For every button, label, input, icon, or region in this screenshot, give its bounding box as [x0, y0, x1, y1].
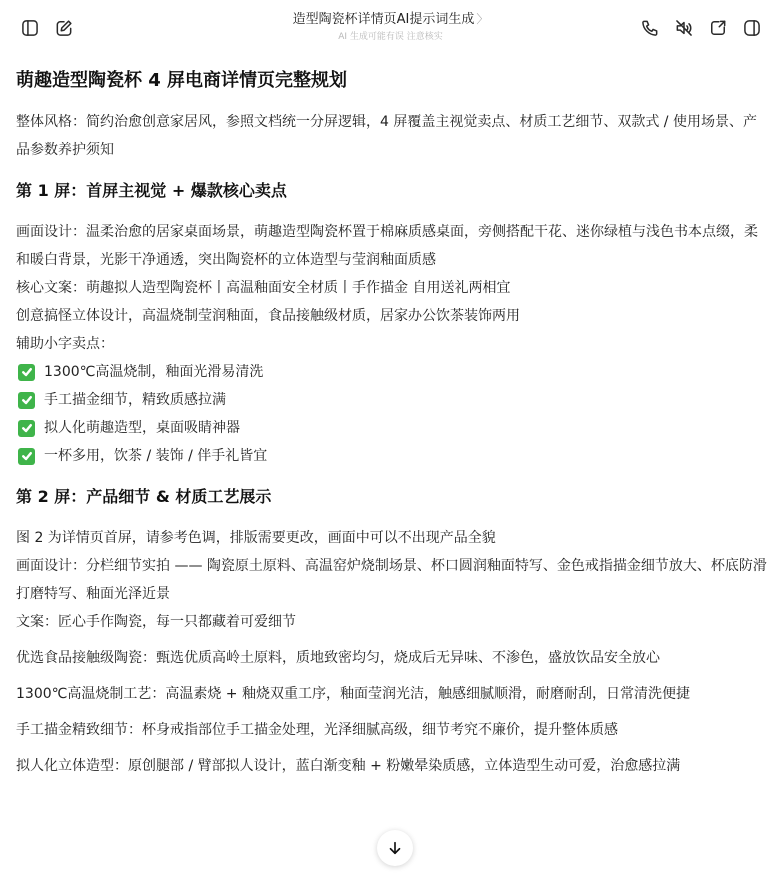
list-item-text: 拟人化萌趣造型，桌面吸睛神器	[44, 420, 240, 436]
top-bar	[0, 0, 781, 56]
arrow-down-icon	[386, 839, 404, 857]
chat-response	[16, 64, 768, 780]
section-2-paragraph-4: 拟人化立体造型：原创腿部 / 臂部拟人设计，蓝白渐变釉 + 粉嫩晕染质感，立体造型生动可爱，治愈感拉满	[16, 758, 681, 774]
section-1-copy: 核心文案：萌趣拟人造型陶瓷杯丨高温釉面安全材质丨手作描金 自用送礼两相宜	[16, 280, 511, 296]
section-1-sub-label: 辅助小字卖点：	[16, 336, 114, 352]
checkmark-icon	[18, 364, 35, 381]
overview-paragraph: 整体风格：简约治愈创意家居风，参照文档统一分屏逻辑，4 屏覆盖主视觉卖点、材质工艺细节、双款式 / 使用场景、产品参数养护须知	[16, 114, 757, 158]
list-item-text: 一杯多用，饮茶 / 装饰 / 伴手礼皆宜	[44, 448, 268, 464]
section-2-paragraph-1: 优选食品接触级陶瓷：甄选优质高岭土原料，质地致密均匀，烧成后无异味、不渗色，盛放饮品安全放心	[16, 650, 660, 666]
list-item	[16, 358, 768, 386]
conversation-title-area[interactable]	[200, 10, 581, 44]
section-2-copy: 文案：匠心手作陶瓷，每一只都藏着可爱细节	[16, 614, 296, 630]
list-item-text: 手工描金细节，精致质感拉满	[44, 392, 226, 408]
section-2-paragraph-3: 手工描金精致细节：杯身戒指部位手工描金处理，光泽细腻高级，细节考究不廉价，提升整体质感	[16, 722, 618, 738]
checkmark-icon	[18, 448, 35, 465]
conversation-title[interactable]: 造型陶瓷杯详情页AI提示词生成 〉	[292, 12, 489, 27]
list-item	[16, 386, 768, 414]
scroll-to-bottom-button[interactable]	[377, 830, 413, 866]
list-item	[16, 442, 768, 470]
list-item	[16, 414, 768, 442]
new-chat-icon[interactable]	[52, 16, 76, 40]
section-2-paragraph-2: 1300℃高温烧制工艺：高温素烧 + 釉烧双重工序，釉面莹润光洁，触感细腻顺滑，耐磨耐刮，日常清洗便捷	[16, 686, 690, 702]
list-item-text: 1300℃高温烧制，釉面光滑易清洗	[44, 364, 264, 380]
section-2-design: 画面设计：分栏细节实拍 —— 陶瓷原土原料、高温窑炉烧制场景、杯口圆润釉面特写、金色戒指描金细节放大、杯底防滑打磨特写、釉面光泽近景	[16, 558, 767, 602]
section-2-note: 图 2 为详情页首屏，请参考色调，排版需要更改，画面中可以不出现产品全貌	[16, 530, 496, 546]
share-icon[interactable]	[706, 16, 730, 40]
split-view-icon[interactable]	[740, 16, 764, 40]
mute-icon[interactable]	[672, 16, 696, 40]
section-2-heading: 第 2 屏：产品细节 & 材质工艺展示	[16, 487, 272, 506]
phone-icon[interactable]	[638, 16, 662, 40]
section-1-heading: 第 1 屏：首屏主视觉 + 爆款核心卖点	[16, 181, 287, 200]
chevron-right-icon: 〉	[476, 12, 489, 26]
section-1-design: 画面设计：温柔治愈的居家桌面场景，萌趣造型陶瓷杯置于棉麻质感桌面，旁侧搭配干花、迷你绿植与浅色书本点缀，柔和暖白背景，光影干净通透，突出陶瓷杯的立体造型与莹润釉面质感	[16, 224, 758, 268]
document-title: 萌趣造型陶瓷杯 4 屏电商详情页完整规划	[16, 70, 348, 91]
sidebar-toggle-icon[interactable]	[18, 16, 42, 40]
checkmark-icon	[18, 420, 35, 437]
checkmark-icon	[18, 392, 35, 409]
ai-disclaimer: AI 生成可能有误 注意核实	[338, 32, 443, 42]
section-1-copy-2: 创意搞怪立体设计，高温烧制莹润釉面，食品接触级材质，居家办公饮茶装饰两用	[16, 308, 520, 324]
